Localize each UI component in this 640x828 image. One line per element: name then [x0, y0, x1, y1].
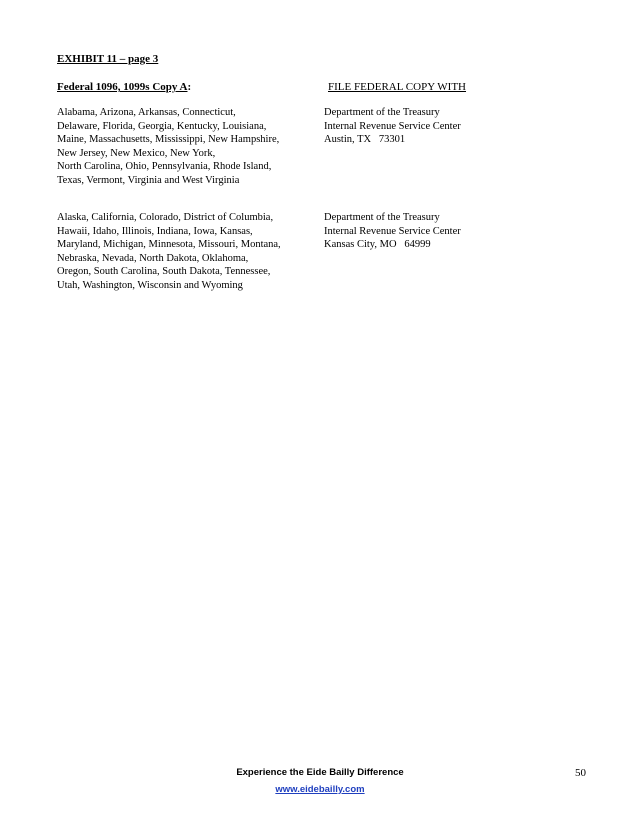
states-line: Maryland, Michigan, Minnesota, Missouri, Montana, — [57, 239, 281, 250]
states-line: North Carolina, Ohio, Pennsylvania, Rhode Island, — [57, 161, 272, 172]
address-kansas-city — [324, 211, 461, 252]
address-line: Kansas City, MO 64999 — [324, 239, 431, 250]
states-line: Alaska, California, Colorado, District of Columbia, — [57, 212, 274, 223]
website-link[interactable]: www.eidebailly.com — [275, 784, 365, 795]
column-header-forms-label: Federal 1096, 1099s Copy A — [57, 81, 188, 93]
column-header-forms — [57, 81, 191, 93]
states-line: Utah, Washington, Wisconsin and Wyoming — [57, 279, 243, 291]
address-line: Department of the Treasury — [324, 107, 440, 118]
exhibit-title: EXHIBIT 11 – page 3 — [57, 53, 159, 65]
address-austin — [324, 106, 461, 147]
address-line: Internal Revenue Service Center — [324, 120, 461, 132]
column-header-forms-colon: : — [187, 81, 192, 93]
states-line: Oregon, South Carolina, South Dakota, Tennessee, — [57, 266, 271, 277]
states-line: New Jersey, New Mexico, New York, — [57, 147, 216, 159]
address-line: Internal Revenue Service Center — [324, 225, 461, 237]
states-line: Nebraska, Nevada, North Dakota, Oklahoma, — [57, 252, 249, 264]
states-line: Texas, Vermont, Virginia and West Virginia — [57, 174, 240, 186]
address-line: Austin, TX 73301 — [324, 134, 406, 145]
states-line: Hawaii, Idaho, Illinois, Indiana, Iowa, Kansas, — [57, 225, 253, 237]
states-line: Alabama, Arizona, Arkansas, Connecticut, — [57, 107, 236, 118]
states-list-austin — [57, 106, 319, 187]
states-list-kansas-city — [57, 211, 319, 292]
footer-tagline: Experience the Eide Bailly Difference — [236, 767, 404, 778]
states-line: Maine, Massachusetts, Mississippi, New Hampshire, — [57, 134, 280, 145]
page-footer — [0, 766, 640, 797]
column-header-file-with: FILE FEDERAL COPY WITH — [328, 81, 467, 93]
address-line: Department of the Treasury — [324, 212, 440, 223]
page-number: 50 — [575, 767, 586, 779]
states-line: Delaware, Florida, Georgia, Kentucky, Louisiana, — [57, 120, 267, 132]
